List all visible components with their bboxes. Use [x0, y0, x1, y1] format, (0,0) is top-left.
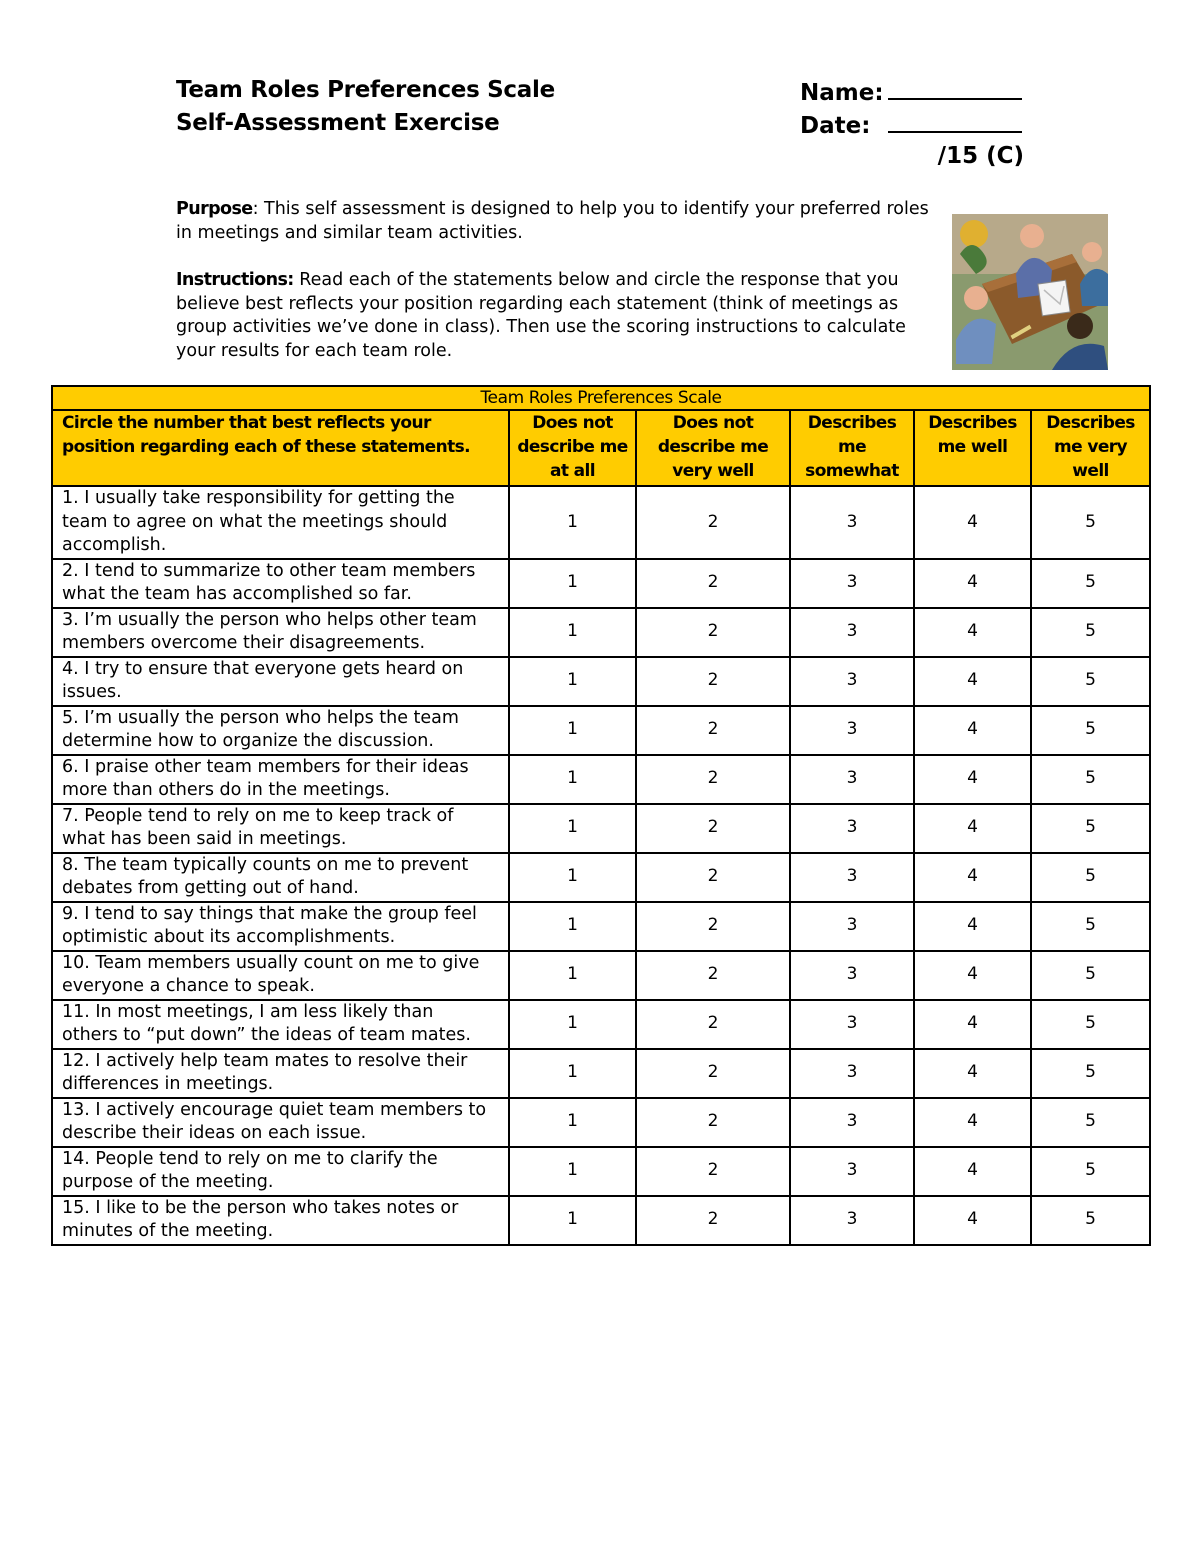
- name-blank[interactable]: [888, 74, 1022, 100]
- statement-cell: 9. I tend to say things that make the group feel optimistic about its accomplishments.: [52, 902, 509, 951]
- rating-option-1[interactable]: 1: [509, 1049, 636, 1098]
- rating-option-1[interactable]: 1: [509, 1098, 636, 1147]
- table-row: [52, 608, 1150, 657]
- rating-option-5[interactable]: 5: [1031, 486, 1150, 559]
- rating-option-3[interactable]: 3: [790, 1147, 914, 1196]
- title-block: [176, 74, 555, 140]
- rating-option-3[interactable]: 3: [790, 1000, 914, 1049]
- statement-cell: 2. I tend to summarize to other team members what the team has accomplished so far.: [52, 559, 509, 608]
- table-row: [52, 804, 1150, 853]
- rating-option-1[interactable]: 1: [509, 657, 636, 706]
- table-row: [52, 706, 1150, 755]
- rating-option-4[interactable]: 4: [914, 1000, 1031, 1049]
- date-blank[interactable]: [888, 107, 1022, 133]
- table-row: [52, 902, 1150, 951]
- statement-cell: 8. The team typically counts on me to prevent debates from getting out of hand.: [52, 853, 509, 902]
- preferences-table: [51, 385, 1151, 1246]
- rating-option-2[interactable]: 2: [636, 1147, 790, 1196]
- name-row: [800, 74, 1022, 107]
- rating-option-3[interactable]: 3: [790, 657, 914, 706]
- table-row: [52, 657, 1150, 706]
- rating-option-1[interactable]: 1: [509, 608, 636, 657]
- rating-option-1[interactable]: 1: [509, 559, 636, 608]
- rating-option-3[interactable]: 3: [790, 706, 914, 755]
- statement-cell: 3. I’m usually the person who helps other team members overcome their disagreements.: [52, 608, 509, 657]
- statement-cell: 7. People tend to rely on me to keep track of what has been said in meetings.: [52, 804, 509, 853]
- rating-option-4[interactable]: 4: [914, 486, 1031, 559]
- rating-option-4[interactable]: 4: [914, 1147, 1031, 1196]
- statement-cell: 1. I usually take responsibility for getting the team to agree on what the meetings should accomplish.: [52, 486, 509, 559]
- date-row: [800, 107, 1022, 140]
- statement-cell: 13. I actively encourage quiet team members to describe their ideas on each issue.: [52, 1098, 509, 1147]
- table-row: [52, 1147, 1150, 1196]
- table-row: [52, 853, 1150, 902]
- rating-option-3[interactable]: 3: [790, 755, 914, 804]
- rating-option-2[interactable]: 2: [636, 951, 790, 1000]
- table-header-row: [52, 410, 1150, 486]
- instructions-paragraph: [176, 269, 946, 363]
- rating-option-5[interactable]: 5: [1031, 657, 1150, 706]
- rating-option-1[interactable]: 1: [509, 1000, 636, 1049]
- rating-option-2[interactable]: 2: [636, 657, 790, 706]
- rating-option-2[interactable]: 2: [636, 853, 790, 902]
- rating-option-3[interactable]: 3: [790, 1196, 914, 1245]
- option-header: Does not describe me very well: [636, 410, 790, 486]
- rating-option-2[interactable]: 2: [636, 1000, 790, 1049]
- table-caption-row: [52, 386, 1150, 410]
- rating-option-5[interactable]: 5: [1031, 1147, 1150, 1196]
- purpose-label: Purpose: [176, 199, 253, 219]
- rating-option-2[interactable]: 2: [636, 608, 790, 657]
- rating-option-5[interactable]: 5: [1031, 951, 1150, 1000]
- name-label: Name:: [800, 80, 884, 106]
- prompt-header: Circle the number that best reflects your position regarding each of these statements.: [52, 410, 509, 486]
- statement-cell: 5. I’m usually the person who helps the team determine how to organize the discussion.: [52, 706, 509, 755]
- rating-option-5[interactable]: 5: [1031, 804, 1150, 853]
- student-info: [800, 74, 1022, 140]
- option-header: Does not describe me at all: [509, 410, 636, 486]
- table-row: [52, 486, 1150, 559]
- statement-cell: 12. I actively help team mates to resolve their differences in meetings.: [52, 1049, 509, 1098]
- rating-option-2[interactable]: 2: [636, 902, 790, 951]
- rating-option-2[interactable]: 2: [636, 804, 790, 853]
- rating-option-3[interactable]: 3: [790, 902, 914, 951]
- rating-option-3[interactable]: 3: [790, 486, 914, 559]
- table-row: [52, 1049, 1150, 1098]
- table-body: [52, 486, 1150, 1245]
- rating-option-2[interactable]: 2: [636, 1098, 790, 1147]
- rating-option-5[interactable]: 5: [1031, 608, 1150, 657]
- table-caption: Team Roles Preferences Scale: [52, 386, 1150, 410]
- rating-option-5[interactable]: 5: [1031, 1196, 1150, 1245]
- rating-option-4[interactable]: 4: [914, 657, 1031, 706]
- rating-option-2[interactable]: 2: [636, 1196, 790, 1245]
- date-label: Date:: [800, 113, 871, 139]
- option-header: Describes me well: [914, 410, 1031, 486]
- rating-option-1[interactable]: 1: [509, 706, 636, 755]
- rating-option-5[interactable]: 5: [1031, 755, 1150, 804]
- option-header: Describes me somewhat: [790, 410, 914, 486]
- table-row: [52, 559, 1150, 608]
- table-row: [52, 1196, 1150, 1245]
- rating-option-1[interactable]: 1: [509, 486, 636, 559]
- rating-option-1[interactable]: 1: [509, 951, 636, 1000]
- table-row: [52, 755, 1150, 804]
- rating-option-1[interactable]: 1: [509, 902, 636, 951]
- rating-option-4[interactable]: 4: [914, 608, 1031, 657]
- purpose-text: : This self assessment is designed to help you to identify your preferred roles in meetings and similar team activities.: [176, 199, 929, 243]
- table-row: [52, 951, 1150, 1000]
- table-row: [52, 1000, 1150, 1049]
- rating-option-4[interactable]: 4: [914, 902, 1031, 951]
- rating-option-2[interactable]: 2: [636, 755, 790, 804]
- rating-option-1[interactable]: 1: [509, 804, 636, 853]
- instructions-label: Instructions:: [176, 270, 294, 290]
- rating-option-3[interactable]: 3: [790, 1098, 914, 1147]
- table-row: [52, 1098, 1150, 1147]
- rating-option-4[interactable]: 4: [914, 706, 1031, 755]
- rating-option-4[interactable]: 4: [914, 559, 1031, 608]
- rating-option-5[interactable]: 5: [1031, 1049, 1150, 1098]
- rating-option-1[interactable]: 1: [509, 755, 636, 804]
- rating-option-2[interactable]: 2: [636, 706, 790, 755]
- rating-option-5[interactable]: 5: [1031, 1000, 1150, 1049]
- statement-cell: 11. In most meetings, I am less likely than others to “put down” the ideas of team mates.: [52, 1000, 509, 1049]
- statement-cell: 4. I try to ensure that everyone gets heard on issues.: [52, 657, 509, 706]
- rating-option-1[interactable]: 1: [509, 853, 636, 902]
- rating-option-2[interactable]: 2: [636, 486, 790, 559]
- rating-option-3[interactable]: 3: [790, 559, 914, 608]
- rating-option-5[interactable]: 5: [1031, 706, 1150, 755]
- purpose-paragraph: [176, 198, 946, 245]
- rating-option-2[interactable]: 2: [636, 1049, 790, 1098]
- document-subtitle: Self-Assessment Exercise: [176, 110, 500, 136]
- statement-cell: 6. I praise other team members for their ideas more than others do in the meetings.: [52, 755, 509, 804]
- rating-option-3[interactable]: 3: [790, 951, 914, 1000]
- rating-option-4[interactable]: 4: [914, 951, 1031, 1000]
- score-total: /15 (C): [937, 143, 1024, 169]
- rating-option-3[interactable]: 3: [790, 804, 914, 853]
- statement-cell: 15. I like to be the person who takes notes or minutes of the meeting.: [52, 1196, 509, 1245]
- rating-option-3[interactable]: 3: [790, 853, 914, 902]
- document-title: Team Roles Preferences Scale: [176, 77, 555, 103]
- rating-option-4[interactable]: 4: [914, 1098, 1031, 1147]
- rating-option-4[interactable]: 4: [914, 1196, 1031, 1245]
- rating-option-5[interactable]: 5: [1031, 559, 1150, 608]
- rating-option-4[interactable]: 4: [914, 853, 1031, 902]
- statement-cell: 14. People tend to rely on me to clarify the purpose of the meeting.: [52, 1147, 509, 1196]
- meeting-clipart-icon: [952, 214, 1108, 370]
- rating-option-4[interactable]: 4: [914, 804, 1031, 853]
- rating-option-2[interactable]: 2: [636, 559, 790, 608]
- rating-option-4[interactable]: 4: [914, 755, 1031, 804]
- rating-option-5[interactable]: 5: [1031, 902, 1150, 951]
- option-header: Describes me very well: [1031, 410, 1150, 486]
- rating-option-5[interactable]: 5: [1031, 1098, 1150, 1147]
- rating-option-3[interactable]: 3: [790, 608, 914, 657]
- instructions-text: Read each of the statements below and circle the response that you believe best reflects your position regarding each statement (think of meetings as group activities we’ve done in class). Then use the scoring instructions to calculate your results for each team role.: [176, 270, 906, 361]
- rating-option-1[interactable]: 1: [509, 1196, 636, 1245]
- rating-option-3[interactable]: 3: [790, 1049, 914, 1098]
- rating-option-1[interactable]: 1: [509, 1147, 636, 1196]
- rating-option-5[interactable]: 5: [1031, 853, 1150, 902]
- rating-option-4[interactable]: 4: [914, 1049, 1031, 1098]
- statement-cell: 10. Team members usually count on me to give everyone a chance to speak.: [52, 951, 509, 1000]
